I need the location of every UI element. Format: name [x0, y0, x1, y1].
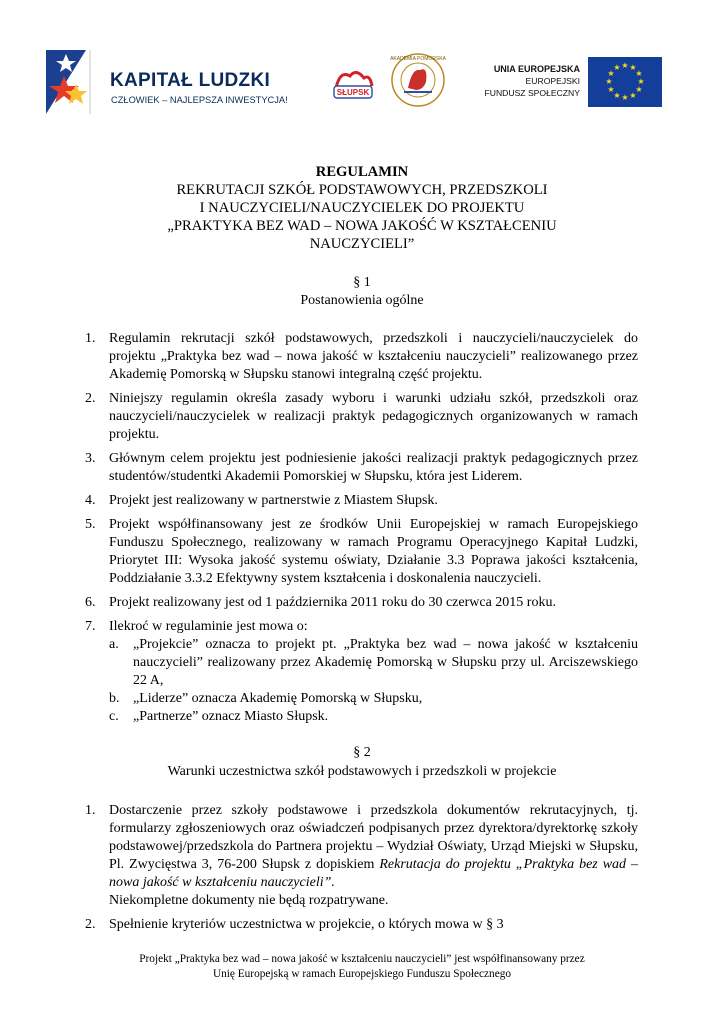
page-footer — [0, 952, 724, 982]
italic-note: Rekrutacja do projektu „Praktyka bez wad – nowa jakość w kształceniu nauczycieli”. — [109, 857, 639, 890]
list-item: 7. Ilekroć w regulaminie jest mowa o: a. „Projekcie” oznacza to projekt pt. „Praktyka bez wad – nowa jakość w kształceniu nauczycieli” realizowany przez Akademię Pomorską w Słupsku przy ul. Arciszewskiego 22 A, b. „Liderze” oznacza Akademię Pomorską w Słupsku, c. „Partnerze” oznacz Miasto Słupsk. — [85, 619, 638, 724]
list-item: 3. Głównym celem projektu jest podniesienie jakości realizacji praktyk pedagogicznych przez studentów/studentki Akademii Pomorskiej w Słupsku, która jest Liderem. — [85, 451, 638, 484]
title-line3: I NAUCZYCIELI/NAUCZYCIELEK DO PROJEKTU — [199, 200, 525, 216]
list-item: 4. Projekt jest realizowany w partnerstwie z Miastem Słupsk. — [85, 493, 438, 508]
eu-flag-icon — [588, 57, 662, 107]
section1-list — [85, 330, 638, 726]
sub-list-item: c. „Partnerze” oznacz Miasto Słupsk. — [109, 709, 329, 724]
document-title — [0, 163, 724, 253]
svg-text:★: ★ — [635, 85, 643, 94]
list-item: 2. Niniejszy regulamin określa zasady wyboru i warunki udziału szkół, przedszkoli oraz nauczycieli/nauczycielek w realizacji praktyk pedagogicznych organizowanych w ramach projektu. — [85, 391, 638, 442]
kapital-subtitle: CZŁOWIEK – NAJLEPSZA INWESTYCJA! — [111, 95, 288, 105]
sub-list-item: a. „Projekcie” oznacza to projekt pt. „Praktyka bez wad – nowa jakość w kształceniu nauczycieli” realizowany przez Akademię Pomorską w Słupsku przy ul. Arciszewskiego 22 A, — [109, 637, 638, 688]
header-logos — [0, 0, 724, 150]
akademia-pomorska-logo-icon — [390, 52, 446, 108]
footer-line2: Unię Europejską w ramach Europejskiego Funduszu Społecznego — [212, 968, 512, 980]
academy-logo-text: AKADEMIA POMORSKA — [390, 56, 446, 62]
eu-text-block — [478, 63, 580, 99]
section2-heading: Warunki uczestnictwa szkół podstawowych i przedszkoli w projekcie — [167, 764, 557, 779]
svg-text:★: ★ — [613, 91, 621, 100]
title-line4: „PRAKTYKA BEZ WAD – NOWA JAKOŚĆ W KSZTAŁCENIU — [167, 218, 557, 234]
svg-text:★: ★ — [605, 77, 613, 86]
section2-number: § 2 — [353, 745, 371, 760]
slupsk-logo-text: SŁUPSK — [336, 88, 370, 97]
svg-text:★: ★ — [629, 63, 637, 72]
section1-heading: Postanowienia ogólne — [300, 293, 424, 308]
kapital-ludzki-logo-icon — [44, 46, 108, 118]
eu-line3: FUNDUSZ SPOŁECZNY — [484, 88, 580, 98]
svg-text:★: ★ — [637, 77, 645, 86]
svg-text:★: ★ — [607, 85, 615, 94]
section2-list — [85, 802, 638, 940]
title-line2: REKRUTACJI SZKÓŁ PODSTAWOWYCH, PRZEDSZKOLI — [176, 182, 548, 198]
slupsk-logo-icon — [330, 64, 376, 104]
list-item: 2. Spełnienie kryteriów uczestnictwa w projekcie, o których mowa w § 3 — [85, 917, 504, 932]
svg-text:★: ★ — [635, 69, 643, 78]
footer-line1: Projekt „Praktyka bez wad – nowa jakość w kształceniu nauczycieli” jest współfinansowany przez — [139, 953, 585, 965]
svg-text:★: ★ — [621, 93, 629, 102]
list-item: 1. Regulamin rekrutacji szkół podstawowych, przedszkoli i nauczycieli/nauczycielek do projektu „Praktyka bez wad – nowa jakość w kształceniu nauczycieli” realizowanego przez Akademię Pomorską w Słupsku stanowi integralną część projektu. — [85, 331, 638, 382]
svg-text:★: ★ — [607, 69, 615, 78]
eu-line1: UNIA EUROPEJSKA — [493, 64, 580, 74]
list-item: 5. Projekt współfinansowany jest ze środków Unii Europejskiej w ramach Europejskiego Funduszu Społecznego, realizowany w ramach Programu Operacyjnego Kapitał Ludzki, Priorytet III: Wysoka jakość systemu oświaty, Działanie 3.3 Poprawa jakości kształcenia, Poddziałanie 3.3.2 Efektywny system kształcenia i doskonalenia nauczycieli. — [85, 517, 638, 586]
incomplete-docs-note: Niekompletne dokumenty nie będą rozpatrywane. — [109, 893, 389, 908]
list-item: 1. Dostarczenie przez szkoły podstawowe i przedszkola dokumentów rekrutacyjnych, tj. formularzy zgłoszeniowych oraz oświadczeń podpisanych przez dyrektora/dyrektorkę szkoły podstawowej/przedszkola do Partnera projektu – Wydział Oświaty, Urząd Miejski w Słupsku, Pl. Zwycięstwa 3, 76-200 Słupsk z dopiskiem Rekrutacja do projektu „Praktyka bez wad – nowa jakość w kształceniu nauczycieli”. Niekompletne dokumenty nie będą rozpatrywane. — [85, 803, 639, 908]
list-item: 6. Projekt realizowany jest od 1 października 2011 roku do 30 czerwca 2015 roku. — [85, 595, 556, 610]
svg-text:★: ★ — [621, 61, 629, 70]
section1-number: § 1 — [353, 275, 371, 290]
kapital-title: KAPITAŁ LUDZKI — [110, 70, 271, 91]
svg-text:★: ★ — [613, 63, 621, 72]
title-line1: REGULAMIN — [315, 164, 409, 180]
title-line5: NAUCZYCIELI” — [309, 236, 415, 252]
eu-line2: EUROPEJSKI — [525, 76, 580, 86]
sub-list-item: b. „Liderze” oznacza Akademię Pomorską w Słupsku, — [109, 691, 423, 706]
svg-text:★: ★ — [629, 91, 637, 100]
